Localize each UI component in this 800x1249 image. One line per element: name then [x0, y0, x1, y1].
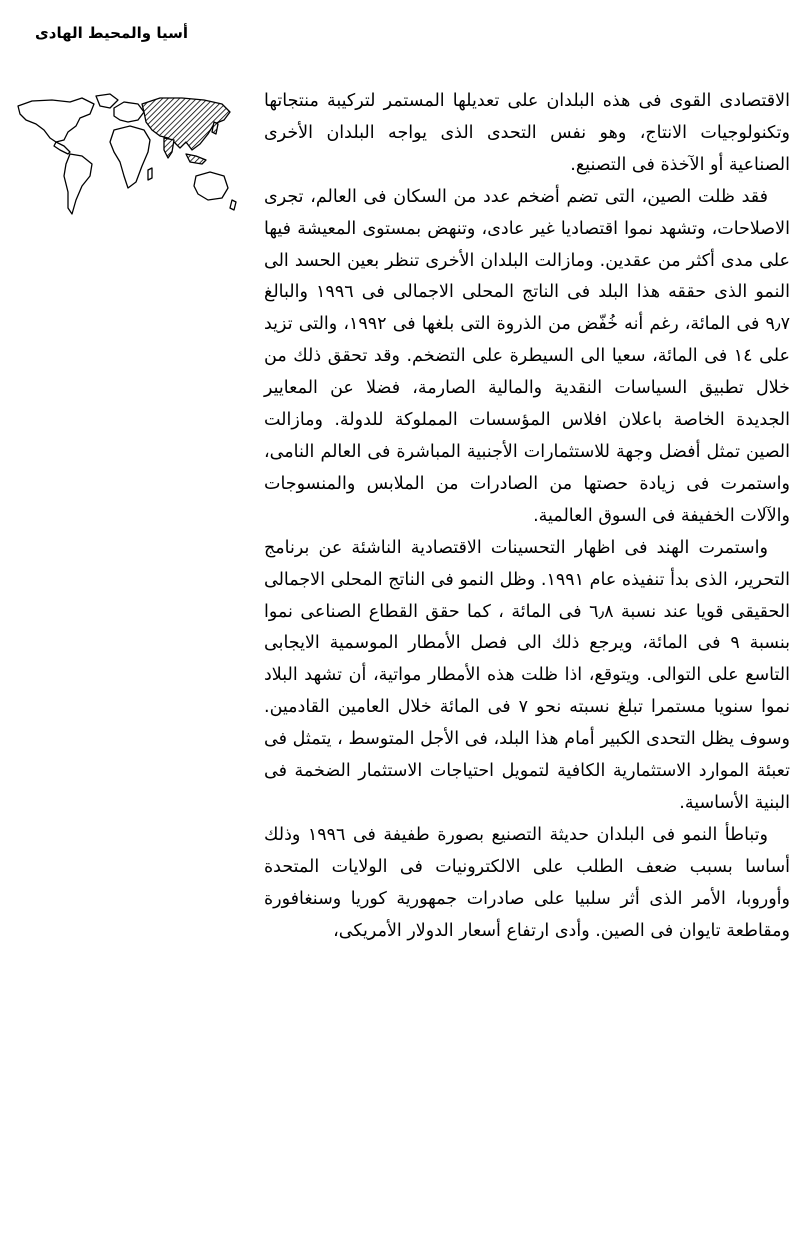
- central-america-shape: [54, 142, 70, 154]
- world-map-icon: [10, 92, 238, 222]
- africa-shape: [110, 126, 150, 188]
- madagascar-shape: [148, 168, 152, 180]
- paragraph-2: فقد ظلت الصين، التى تضم أضخم عدد من السكان فى العالم، تجرى الاصلاحات، وتشهد نموا اقتصاديا غير عادى، وتنهض بمستوى المعيشة فيها على مدى أكثر من عقدين. ومازالت البلدان الأخرى تنظر بعين الحسد الى النمو الذى حققه هذا البلد فى الناتج المحلى الاجمالى فى ١٩٩٦ والبالغ ٩٫٧ فى المائة، رغم أنه خُفّض من الذروة التى بلغها فى ١٩٩٢، والتى تزيد على ١٤ فى المائة، سعيا الى السيطرة على التضخم. وقد تحقق ذلك من خلال تطبيق السياسات النقدية والمالية الصارمة، فضلا عن المعايير الجديدة الخاصة باعلان افلاس المؤسسات المملوكة للدولة. ومازالت الصين تمثل أفضل وجهة للاستثمارات الأجنبية المباشرة فى العالم النامى، واستمرت فى زيادة حصتها من الصادرات من الملابس والمنسوجات والآلات الخفيفة فى السوق العالمية.: [264, 186, 791, 526]
- paragraph-1: الاقتصادى القوى فى هذه البلدان على تعديلها المستمر لتركيبة منتجاتها وتكنولوجيات الانتاج، وهو نفس التحدى الذى يواجه البلدان الأخرى الصناعية أو الآخذة فى التصنيع.: [264, 91, 790, 175]
- southeast-asia-islands-shape: [186, 154, 206, 164]
- greenland-shape: [96, 94, 118, 108]
- new-zealand-shape: [230, 200, 236, 210]
- paragraph-4: وتباطأ النمو فى البلدان حديثة التصنيع بصورة طفيفة فى ١٩٩٦ وذلك أساسا بسبب ضعف الطلب على الالكترونيات فى الولايات المتحدة وأوروبا، الأمر الذى أثر سلبيا على صادرات جمهورية كوريا وسنغافورة ومقاطعة تايوان فى الصين. وأدى ارتفاع أسعار الدولار الأمريكى،: [264, 824, 790, 941]
- europe-shape: [114, 102, 144, 122]
- south-america-shape: [64, 154, 92, 214]
- section-header: [8, 24, 188, 42]
- australia-shape: [194, 172, 228, 200]
- north-america-shape: [18, 98, 94, 142]
- world-map-figure: [10, 92, 238, 222]
- article-body: [264, 86, 790, 947]
- section-title: أسيا والمحيط الهادى: [35, 24, 188, 42]
- india-shape: [164, 138, 174, 158]
- paragraph-3: واستمرت الهند فى اظهار التحسينات الاقتصادية الناشئة عن برنامج التحرير، الذى بدأ تنفيذه عام ١٩٩١. وظل النمو فى الناتج المحلى الاجمالى الحقيقى قويا عند نسبة ٦٫٨ فى المائة ، كما حقق القطاع الصناعى نموا بنسبة ٩ فى المائة، ويرجع ذلك الى فصل الأمطار الموسمية الايجابى التاسع على التوالى. ويتوقع، اذا ظلت هذه الأمطار مواتية، أن تشهد البلاد نموا سنويا مستمرا تبلغ نسبته نحو ٧ فى المائة خلال العامين القادمين. وسوف يظل التحدى الكبير أمام هذا البلد، فى الأجل المتوسط ، يتمثل فى تعبئة الموارد الاستثمارية الكافية لتمويل احتياجات الاستثمار الضخمة فى البنية الأساسية.: [264, 537, 791, 813]
